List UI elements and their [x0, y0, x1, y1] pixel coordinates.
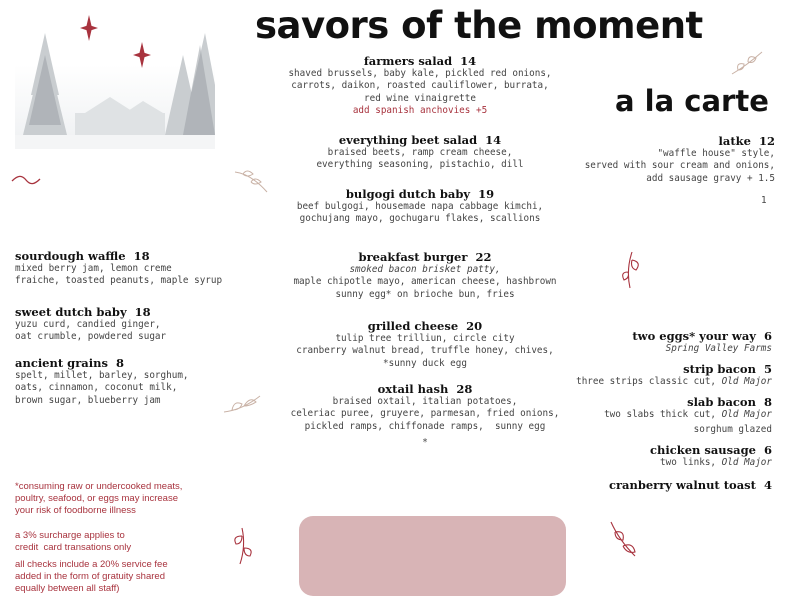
item-addon: add spanish anchovies +5	[352, 105, 488, 117]
leaf-sprig-icon	[605, 520, 639, 560]
menu-item	[265, 187, 575, 226]
item-name: breakfast burger	[358, 250, 468, 264]
item-name: sweet dutch baby	[15, 305, 127, 319]
item-sub: two slabs thick cut,	[604, 409, 722, 420]
item-name: sourdough waffle	[15, 249, 126, 263]
item-name: everything beet salad	[338, 133, 478, 147]
item-price: 5	[763, 362, 772, 376]
sparkle-icon	[80, 15, 98, 41]
item-price: 4	[763, 478, 772, 492]
side-item	[560, 478, 772, 492]
item-price: 22	[475, 250, 492, 264]
section-title-a-la-carte: a la carte	[615, 84, 769, 118]
side-item	[560, 395, 772, 437]
item-description: braised beets, ramp cream cheese, everything seasoning, pistachio, dill	[316, 147, 524, 171]
item-price: 28	[456, 382, 473, 396]
item-price: 18	[133, 249, 150, 263]
item-description: shaved brussels, baby kale, pickled red onions, carrots, daikon, roasted cauliflower, burrata, red wine vinaigrette	[288, 68, 552, 104]
item-description-italic: smoked bacon brisket patty,	[349, 264, 501, 275]
item-name: oxtail hash	[377, 382, 449, 396]
item-sub-italic: Old Major	[721, 376, 772, 387]
leaf-sprig-icon	[618, 250, 644, 290]
item-sub-italic: Old Major	[721, 409, 772, 420]
menu-item	[265, 250, 585, 301]
item-price: 12	[758, 134, 775, 148]
menu-item	[265, 382, 585, 450]
menu-item	[265, 319, 585, 370]
item-description: yuzu curd, candied ginger, oat crumble, powdered sugar	[15, 319, 167, 343]
item-mark: 1	[761, 195, 767, 206]
item-sub: Spring Valley Farms	[665, 343, 772, 354]
item-name: cranberry walnut toast	[608, 478, 756, 492]
item-description: beef bulgogi, housemade napa cabbage kimchi, gochujang mayo, gochugaru flakes, scallions	[296, 201, 544, 225]
menu-item	[265, 133, 575, 172]
item-price: 19	[478, 187, 495, 201]
surcharge-notice: a 3% surcharge applies to credit card transations only	[15, 530, 132, 553]
menu-item	[555, 134, 775, 185]
item-price: 14	[485, 133, 502, 147]
item-name: grilled cheese	[367, 319, 459, 333]
item-sub: three strips classic cut,	[576, 376, 722, 387]
sparkle-icon	[133, 42, 151, 68]
item-footnote: *	[422, 437, 428, 449]
menu-title: savors of the moment	[255, 4, 703, 47]
item-name: slab bacon	[687, 395, 756, 409]
item-price: 14	[460, 54, 477, 68]
item-price: 18	[134, 305, 151, 319]
leaf-sprig-icon	[233, 168, 269, 196]
item-name: two eggs* your way	[632, 329, 756, 343]
item-price: 8	[763, 395, 772, 409]
side-item	[560, 362, 772, 388]
menu-item	[265, 54, 575, 118]
item-name: ancient grains	[15, 356, 108, 370]
item-name: latke	[718, 134, 751, 148]
item-description: tulip tree trilliun, circle city cranberry walnut bread, truffle honey, chives, *sunny duck egg	[296, 333, 554, 369]
snowy-forest-image	[15, 25, 215, 149]
item-description: maple chipotle mayo, american cheese, hashbrown sunny egg* on brioche bun, fries	[293, 276, 557, 300]
raw-food-notice: *consuming raw or undercooked meats, poultry, seafood, or eggs may increase your risk of foodborne illness	[15, 481, 183, 516]
menu-item	[15, 249, 255, 288]
item-name: farmers salad	[363, 54, 453, 68]
side-item	[560, 443, 772, 469]
item-description: braised oxtail, italian potatoes, celeriac puree, gruyere, parmesan, fried onions, pickled ramps, chiffonade ramps, sunny egg	[290, 396, 560, 432]
placeholder-box	[299, 516, 566, 596]
item-sub-2: sorghum glazed	[693, 424, 772, 436]
menu-item	[15, 356, 255, 407]
menu-item	[15, 305, 255, 344]
service-fee-notice: all checks include a 20% service fee added in the form of gratuity shared equally between all staff)	[15, 559, 168, 594]
item-description: mixed berry jam, lemon creme fraiche, toasted peanuts, maple syrup	[15, 263, 223, 287]
leaf-sprig-icon	[730, 50, 764, 78]
item-name: chicken sausage	[650, 443, 756, 457]
item-price: 20	[466, 319, 483, 333]
item-sub-italic: Old Major	[721, 457, 772, 468]
squiggle-icon	[10, 173, 42, 187]
item-price: 6	[763, 329, 772, 343]
side-item	[580, 329, 772, 355]
item-name: strip bacon	[683, 362, 756, 376]
leaf-sprig-icon	[230, 526, 256, 566]
item-description: "waffle house" style, served with sour cream and onions, add sausage gravy + 1.5	[584, 148, 775, 184]
item-name: bulgogi dutch baby	[345, 187, 471, 201]
item-price: 6	[763, 443, 772, 457]
item-price: 8	[115, 356, 124, 370]
item-description: spelt, millet, barley, sorghum, oats, cinnamon, coconut milk, brown sugar, blueberry jam	[15, 370, 189, 406]
item-sub: two links,	[660, 457, 722, 468]
